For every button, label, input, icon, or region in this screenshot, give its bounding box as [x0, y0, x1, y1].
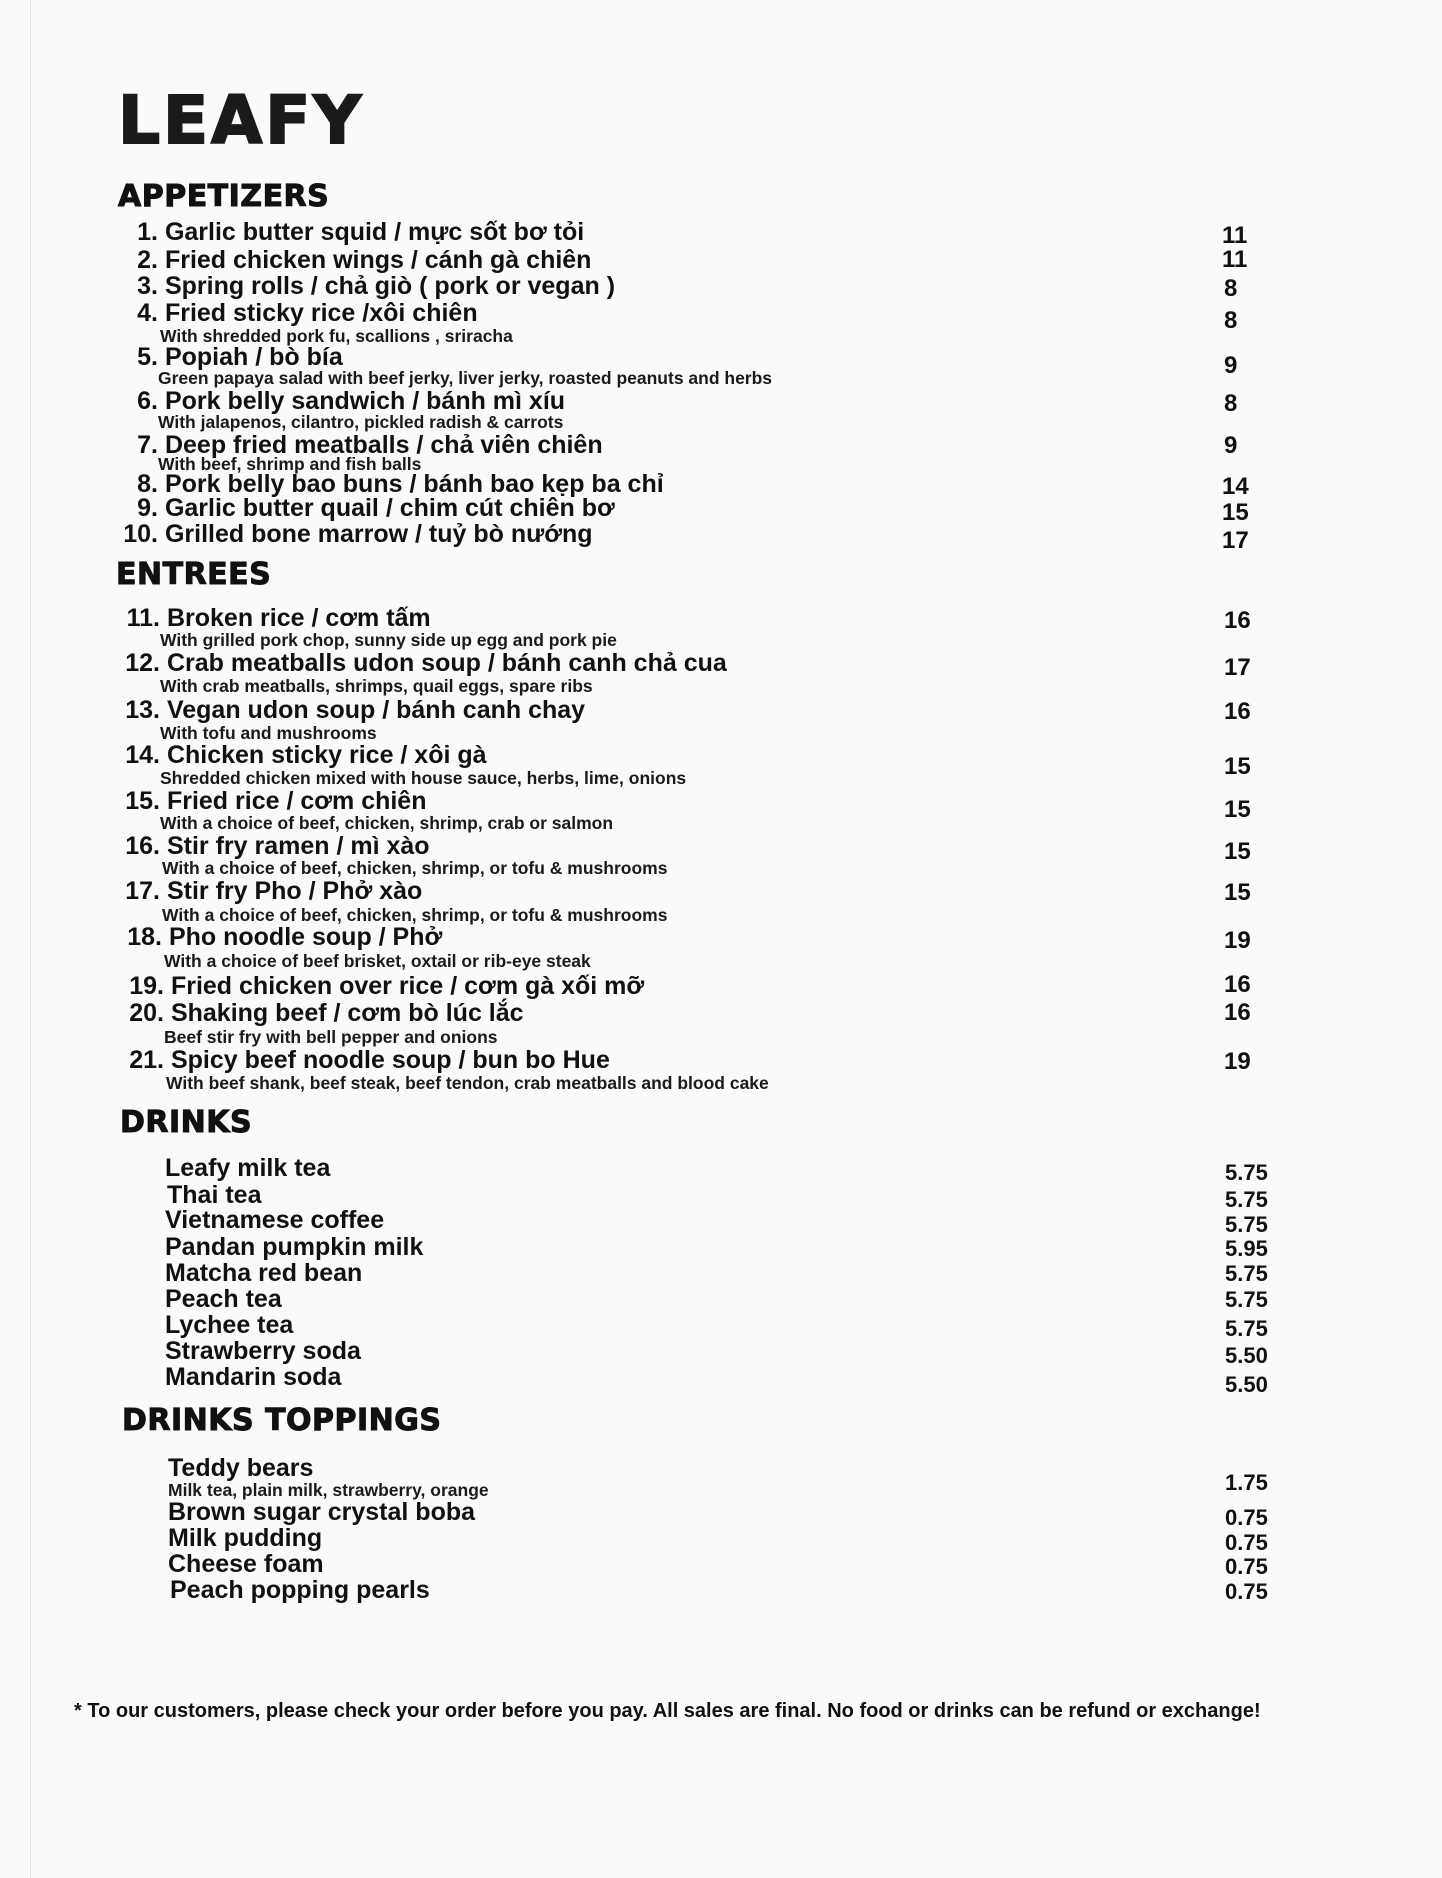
item-price: 0.75 — [1225, 1554, 1268, 1579]
item-description: With a choice of beef, chicken, shrimp, or tofu & mushrooms — [162, 858, 668, 878]
menu-item: 7. Deep fried meatballs / chả viên chiên — [137, 431, 603, 459]
menu-item: 1. Garlic butter squid / mực sốt bơ tỏi — [137, 218, 585, 246]
menu-item: 6. Pork belly sandwich / bánh mì xíu — [137, 387, 566, 415]
item-price: 8 — [1224, 275, 1238, 302]
menu-item: 3. Spring rolls / chả giò ( pork or vegan ) — [137, 272, 616, 300]
section-title-entrees: ENTREES — [116, 557, 272, 592]
item-price: 5.75 — [1225, 1316, 1268, 1341]
item-price: 17 — [1222, 527, 1249, 554]
item-price: 15 — [1224, 796, 1251, 823]
menu-item: 20. Shaking beef / cơm bò lúc lắc — [129, 999, 524, 1027]
item-price: 15 — [1222, 499, 1249, 526]
topping-item: Peach popping pearls — [170, 1576, 430, 1604]
item-price: 5.75 — [1225, 1287, 1268, 1312]
menu-item: 14. Chicken sticky rice / xôi gà — [125, 741, 487, 769]
drink-item: Vietnamese coffee — [165, 1206, 385, 1234]
menu-item: 12. Crab meatballs udon soup / bánh canh chả cua — [125, 649, 727, 677]
item-price: 9 — [1224, 352, 1238, 379]
item-price: 0.75 — [1225, 1530, 1268, 1555]
item-price: 19 — [1224, 927, 1251, 954]
item-description: With a choice of beef brisket, oxtail or rib-eye steak — [164, 951, 591, 971]
item-price: 5.50 — [1225, 1372, 1268, 1397]
item-description: With beef, shrimp and fish balls — [158, 454, 422, 474]
item-price: 0.75 — [1225, 1505, 1268, 1530]
menu-item: 15. Fried rice / cơm chiên — [125, 787, 427, 815]
drink-item: Matcha red bean — [165, 1259, 363, 1287]
drink-item: Strawberry soda — [165, 1337, 361, 1365]
item-price: 16 — [1224, 999, 1251, 1026]
item-price: 19 — [1224, 1048, 1251, 1075]
menu-item: 11. Broken rice / cơm tấm — [126, 604, 431, 632]
menu-item: 4. Fried sticky rice /xôi chiên — [137, 299, 478, 327]
item-price: 9 — [1224, 432, 1238, 459]
menu-item: 21. Spicy beef noodle soup / bun bo Hue — [129, 1046, 610, 1074]
item-price: 16 — [1224, 971, 1251, 998]
item-description: Beef stir fry with bell pepper and onions — [164, 1027, 498, 1047]
section-title-toppings: DRINKS TOPPINGS — [122, 1403, 442, 1438]
item-price: 5.50 — [1225, 1343, 1268, 1368]
menu-item: 17. Stir fry Pho / Phở xào — [125, 877, 423, 905]
menu-item: 18. Pho noodle soup / Phở — [127, 923, 443, 951]
item-description: With tofu and mushrooms — [160, 723, 377, 743]
topping-item: Teddy bears — [168, 1454, 314, 1482]
drink-item: Peach tea — [165, 1285, 282, 1313]
item-price: 11 — [1222, 246, 1248, 273]
menu-item: 19. Fried chicken over rice / cơm gà xối mỡ — [129, 972, 645, 1000]
topping-item: Brown sugar crystal boba — [168, 1498, 476, 1526]
item-price: 5.75 — [1225, 1212, 1268, 1237]
item-description: Green papaya salad with beef jerky, liver jerky, roasted peanuts and herbs — [158, 368, 773, 388]
drink-item: Lychee tea — [165, 1311, 294, 1339]
section-title-appetizers: APPETIZERS — [118, 179, 330, 214]
item-price: 11 — [1222, 222, 1248, 249]
item-description: Milk tea, plain milk, strawberry, orange — [168, 1480, 489, 1500]
drink-item: Mandarin soda — [165, 1363, 342, 1391]
item-price: 5.75 — [1225, 1187, 1268, 1212]
menu-item: 9. Garlic butter quail / chim cút chiên bơ — [137, 494, 615, 522]
item-description: With crab meatballs, shrimps, quail eggs, spare ribs — [160, 676, 593, 696]
item-price: 15 — [1224, 838, 1251, 865]
item-price: 14 — [1222, 473, 1249, 500]
item-price: 15 — [1224, 879, 1251, 906]
item-price: 0.75 — [1225, 1579, 1268, 1604]
item-price: 5.95 — [1225, 1236, 1268, 1261]
page-edge — [30, 0, 31, 1878]
topping-item: Cheese foam — [168, 1550, 324, 1578]
menu-item: 2. Fried chicken wings / cánh gà chiên — [137, 246, 592, 274]
item-price: 8 — [1224, 307, 1238, 334]
menu-item: 10. Grilled bone marrow / tuỷ bò nướng — [123, 520, 593, 548]
menu-item: 13. Vegan udon soup / bánh canh chay — [125, 696, 586, 724]
item-price: 15 — [1224, 753, 1251, 780]
item-description: With a choice of beef, chicken, shrimp, crab or salmon — [160, 813, 614, 833]
item-price: 1.75 — [1225, 1470, 1268, 1495]
item-description: With jalapenos, cilantro, pickled radish & carrots — [158, 412, 564, 432]
item-price: 16 — [1224, 698, 1251, 725]
item-price: 8 — [1224, 390, 1238, 417]
item-price: 5.75 — [1225, 1160, 1268, 1185]
section-title-drinks: DRINKS — [120, 1105, 253, 1140]
menu-item: 16. Stir fry ramen / mì xào — [125, 832, 430, 860]
drink-item: Leafy milk tea — [165, 1154, 331, 1182]
brand-title: LEAFY — [118, 82, 365, 159]
footer-notice: * To our customers, please check your order before you pay. All sales are final. No food or drinks can be refund or exchange! — [74, 1700, 1261, 1722]
item-description: Shredded chicken mixed with house sauce, herbs, lime, onions — [160, 768, 687, 788]
topping-item: Milk pudding — [168, 1524, 323, 1552]
menu-item: 5. Popiah / bò bía — [137, 343, 343, 371]
item-price: 16 — [1224, 607, 1251, 634]
drink-item: Pandan pumpkin milk — [165, 1233, 424, 1261]
menu-item: 8. Pork belly bao buns / bánh bao kẹp ba chỉ — [137, 470, 664, 498]
item-description: With grilled pork chop, sunny side up egg and pork pie — [160, 630, 617, 650]
item-price: 17 — [1224, 654, 1251, 681]
item-price: 5.75 — [1225, 1261, 1268, 1286]
drink-item: Thai tea — [167, 1181, 262, 1209]
item-description: With shredded pork fu, scallions , sriracha — [160, 326, 513, 346]
item-description: With beef shank, beef steak, beef tendon, crab meatballs and blood cake — [166, 1073, 769, 1093]
item-description: With a choice of beef, chicken, shrimp, or tofu & mushrooms — [162, 905, 668, 925]
